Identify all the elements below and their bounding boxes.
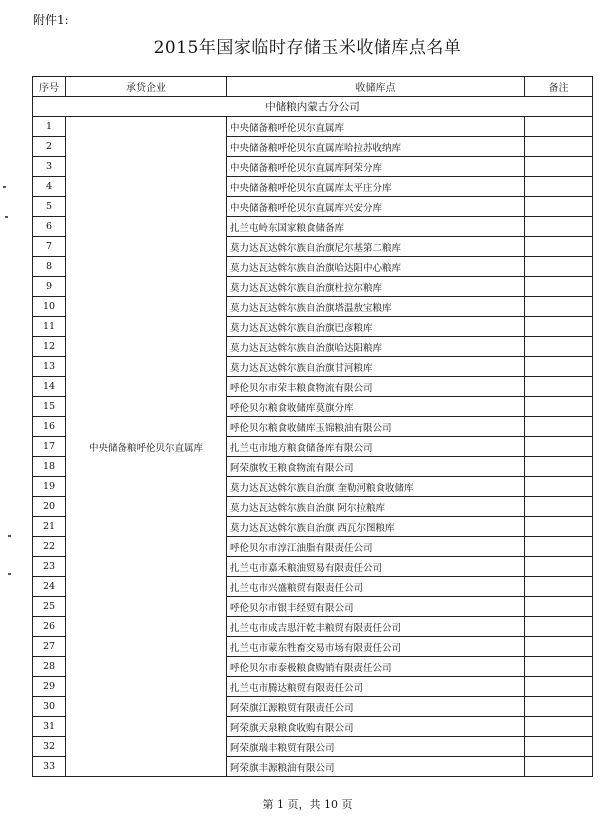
depot-name: 扎兰屯岭东国家粮食储备库	[227, 217, 525, 237]
remark-cell	[525, 437, 593, 457]
remark-cell	[525, 517, 593, 537]
scan-speck	[5, 216, 8, 218]
remark-cell	[525, 457, 593, 477]
remark-cell	[525, 237, 593, 257]
depot-name: 阿荣旗天泉粮食收购有限公司	[227, 717, 525, 737]
remark-cell	[525, 637, 593, 657]
depot-name: 呼伦贝尔粮食收储库莫旗分库	[227, 397, 525, 417]
depot-table	[32, 76, 593, 777]
depot-name: 扎兰屯市嘉禾粮油贸易有限责任公司	[227, 557, 525, 577]
table-header-row	[33, 77, 593, 97]
row-number: 12	[33, 337, 66, 357]
depot-name: 中央储备粮呼伦贝尔直属库太平庄分库	[227, 177, 525, 197]
row-number: 9	[33, 277, 66, 297]
depot-name: 莫力达瓦达斡尔族自治旗 奎勒河粮食收储库	[227, 477, 525, 497]
depot-name: 扎兰屯市蒙东牲畜交易市场有限责任公司	[227, 637, 525, 657]
depot-name: 阿荣旗牧王粮食物流有限公司	[227, 457, 525, 477]
table-row	[33, 117, 593, 137]
remark-cell	[525, 677, 593, 697]
depot-name: 中央储备粮呼伦贝尔直属库	[227, 117, 525, 137]
row-number: 5	[33, 197, 66, 217]
remark-cell	[525, 377, 593, 397]
remark-cell	[525, 137, 593, 157]
page-footer: 第 1 页，共 10 页	[262, 798, 353, 811]
remark-cell	[525, 317, 593, 337]
depot-name: 莫力达瓦达斡尔族自治旗塔温敖宝粮库	[227, 297, 525, 317]
row-number: 1	[33, 117, 66, 137]
depot-name: 扎兰屯市兴盛粮贸有限责任公司	[227, 577, 525, 597]
table-body	[33, 97, 593, 777]
depot-name: 中央储备粮呼伦贝尔直属库哈拉苏收纳库	[227, 137, 525, 157]
remark-cell	[525, 617, 593, 637]
header-depot: 收储库点	[227, 77, 525, 97]
section-title: 中储粮内蒙古分公司	[33, 97, 593, 117]
depot-name: 阿荣旗江源粮贸有限责任公司	[227, 697, 525, 717]
depot-name: 莫力达瓦达斡尔族自治旗巴彦粮库	[227, 317, 525, 337]
remark-cell	[525, 217, 593, 237]
section-row	[33, 97, 593, 117]
remark-cell	[525, 477, 593, 497]
row-number: 11	[33, 317, 66, 337]
row-number: 15	[33, 397, 66, 417]
row-number: 6	[33, 217, 66, 237]
remark-cell	[525, 657, 593, 677]
scan-speck	[8, 535, 11, 537]
row-number: 7	[33, 237, 66, 257]
row-number: 33	[33, 757, 66, 777]
row-number: 31	[33, 717, 66, 737]
depot-name: 莫力达瓦达斡尔族自治旗哈达阳中心粮库	[227, 257, 525, 277]
row-number: 13	[33, 357, 66, 377]
depot-name: 扎兰屯市成吉思汗乾丰粮贸有限责任公司	[227, 617, 525, 637]
depot-name: 莫力达瓦达斡尔族自治旗杜拉尔粮库	[227, 277, 525, 297]
row-number: 10	[33, 297, 66, 317]
depot-name: 中央储备粮呼伦贝尔直属库兴安分库	[227, 197, 525, 217]
row-number: 25	[33, 597, 66, 617]
remark-cell	[525, 197, 593, 217]
remark-cell	[525, 257, 593, 277]
row-number: 30	[33, 697, 66, 717]
remark-cell	[525, 717, 593, 737]
depot-name: 莫力达瓦达斡尔族自治旗哈达阳粮库	[227, 337, 525, 357]
header-enterprise: 承贷企业	[66, 77, 227, 97]
document-title: 2015年国家临时存储玉米收储库点名单	[153, 38, 462, 58]
remark-cell	[525, 157, 593, 177]
remark-cell	[525, 357, 593, 377]
row-number: 24	[33, 577, 66, 597]
remark-cell	[525, 417, 593, 437]
row-number: 4	[33, 177, 66, 197]
row-number: 20	[33, 497, 66, 517]
scan-speck	[3, 186, 6, 188]
depot-name: 莫力达瓦达斡尔族自治旗 西瓦尔图粮库	[227, 517, 525, 537]
row-number: 3	[33, 157, 66, 177]
row-number: 17	[33, 437, 66, 457]
depot-name: 呼伦贝尔粮食收储库玉锦粮油有限公司	[227, 417, 525, 437]
row-number: 14	[33, 377, 66, 397]
depot-name: 呼伦贝尔市荣丰粮食物流有限公司	[227, 377, 525, 397]
row-number: 27	[33, 637, 66, 657]
header-seq: 序号	[33, 77, 66, 97]
row-number: 28	[33, 657, 66, 677]
remark-cell	[525, 117, 593, 137]
remark-cell	[525, 497, 593, 517]
depot-name: 呼伦贝尔市淳江油脂有限责任公司	[227, 537, 525, 557]
remark-cell	[525, 297, 593, 317]
remark-cell	[525, 577, 593, 597]
row-number: 32	[33, 737, 66, 757]
depot-name: 莫力达瓦达斡尔族自治旗 阿尔拉粮库	[227, 497, 525, 517]
header-remark: 备注	[525, 77, 593, 97]
row-number: 19	[33, 477, 66, 497]
depot-name: 呼伦贝尔市银丰经贸有限公司	[227, 597, 525, 617]
remark-cell	[525, 597, 593, 617]
row-number: 26	[33, 617, 66, 637]
depot-name: 中央储备粮呼伦贝尔直属库阿荣分库	[227, 157, 525, 177]
depot-name: 阿荣旗瑞丰粮贸有限公司	[227, 737, 525, 757]
row-number: 2	[33, 137, 66, 157]
enterprise-cell: 中央储备粮呼伦贝尔直属库	[66, 117, 227, 777]
depot-name: 莫力达瓦达斡尔族自治旗尼尔基第二粮库	[227, 237, 525, 257]
depot-name: 扎兰屯市地方粮食储备库有限公司	[227, 437, 525, 457]
depot-name: 莫力达瓦达斡尔族自治旗甘河粮库	[227, 357, 525, 377]
depot-name: 阿荣旗丰源粮油有限公司	[227, 757, 525, 777]
attachment-label: 附件1:	[33, 13, 69, 27]
remark-cell	[525, 737, 593, 757]
row-number: 8	[33, 257, 66, 277]
remark-cell	[525, 697, 593, 717]
remark-cell	[525, 757, 593, 777]
row-number: 22	[33, 537, 66, 557]
row-number: 16	[33, 417, 66, 437]
remark-cell	[525, 277, 593, 297]
remark-cell	[525, 537, 593, 557]
remark-cell	[525, 557, 593, 577]
row-number: 29	[33, 677, 66, 697]
depot-name: 扎兰屯市腾达粮贸有限责任公司	[227, 677, 525, 697]
remark-cell	[525, 337, 593, 357]
row-number: 18	[33, 457, 66, 477]
remark-cell	[525, 177, 593, 197]
scan-speck	[8, 573, 11, 575]
row-number: 23	[33, 557, 66, 577]
remark-cell	[525, 397, 593, 417]
row-number: 21	[33, 517, 66, 537]
depot-name: 呼伦贝尔市泰极粮食购销有限责任公司	[227, 657, 525, 677]
